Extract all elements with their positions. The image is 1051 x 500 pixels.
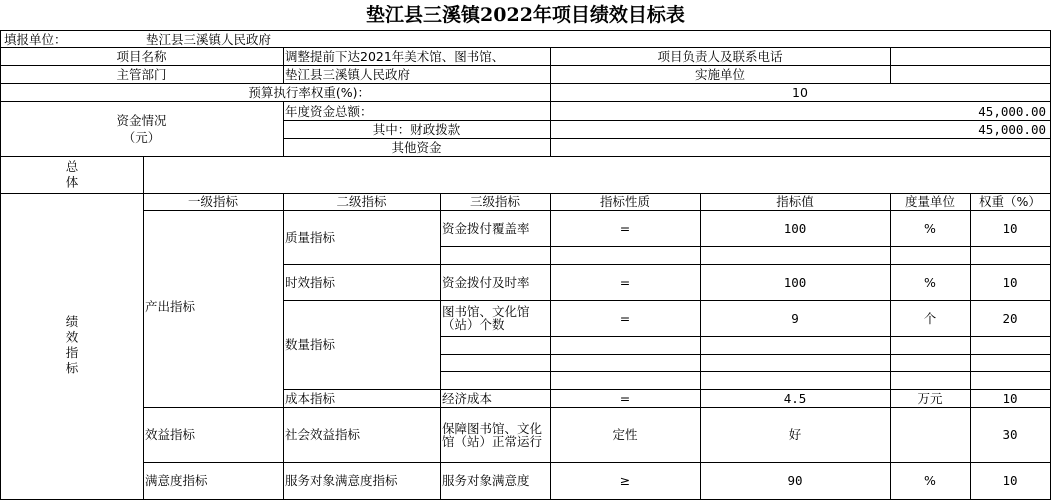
project-name-label: 项目名称 [116,49,167,64]
grid-line [283,47,284,84]
header-level1: 一级指标 [187,194,238,209]
cost-nature[interactable]: = [619,390,631,406]
grid-line [143,407,1051,408]
timeliness-weight[interactable]: 10 [1002,274,1018,290]
level2-social: 社会效益指标 [285,427,361,442]
overall-label [0,157,143,193]
funds-total-value[interactable]: 45,000.00 [978,103,1046,119]
quality-nature[interactable]: = [619,220,631,236]
cost-level3[interactable]: 经济成本 [442,390,493,406]
social-weight[interactable]: 30 [1002,427,1018,442]
grid-line [890,47,891,84]
header-weight: 权重（%） [979,194,1041,209]
service-weight[interactable]: 10 [1002,473,1018,488]
grid-line [440,193,441,500]
social-value[interactable]: 好 [788,427,802,442]
funds-label-line2: （元） [122,130,161,145]
header-level2: 二级指标 [336,194,387,209]
budget-weight-label: 预算执行率权重(%)： [248,84,370,100]
cost-value[interactable]: 4.5 [783,390,807,406]
grid-line [970,193,971,500]
funds-label-line1: 资金情况 [116,113,167,128]
funds-total-label: 年度资金总额： [285,103,373,119]
contact-label: 项目负责人及联系电话 [657,49,783,64]
grid-line [283,101,284,157]
level2-timeliness: 时效指标 [285,274,336,290]
title-cell[interactable] [0,0,1051,30]
timeliness-value[interactable]: 100 [783,274,807,290]
project-name-value[interactable]: 调整提前下达2021年美术馆、图书馆、 [285,49,505,64]
budget-weight-value[interactable]: 10 [792,84,808,100]
header-value: 指标值 [776,194,814,209]
quality-level3[interactable]: 资金拨付覆盖率 [442,220,530,236]
grid-line [0,193,1051,194]
grid-line [143,210,1051,211]
quantity-nature[interactable]: = [619,310,631,326]
service-value[interactable]: 90 [787,473,803,488]
level2-service: 服务对象满意度指标 [285,473,398,488]
grid-line [890,193,891,500]
social-nature[interactable]: 定性 [612,427,638,442]
level2-quality: 质量指标 [285,229,336,245]
grid-line [440,336,1051,337]
page-title: 垫江县三溪镇2022年项目绩效目标表 [366,4,685,26]
perf-label-text: 绩效指标 [64,315,79,377]
grid-line [0,30,1051,31]
header-level3: 三级指标 [469,194,520,209]
quantity-level3[interactable]: 图书馆、文化馆（站）个数 [442,304,530,332]
quality-unit[interactable]: % [924,220,936,236]
grid-line [283,264,1051,265]
funds-other-value[interactable] [550,138,1050,156]
service-nature[interactable]: ≥ [619,473,631,488]
quality-value[interactable]: 100 [783,220,807,236]
level1-satisfaction: 满意度指标 [145,473,208,488]
grid-line [283,300,1051,301]
grid-line [0,65,1051,66]
impl-label: 实施单位 [694,66,745,82]
grid-line [440,371,1051,372]
level1-output: 产出指标 [145,299,196,314]
grid-line [550,101,551,157]
header-nature: 指标性质 [599,194,650,209]
social-level3[interactable]: 保障图书馆、文化馆（站）正常运行 [442,420,543,449]
dept-value[interactable]: 垫江县三溪镇人民政府 [285,66,411,82]
grid-line [283,120,1051,121]
grid-line [143,156,144,500]
cost-weight[interactable]: 10 [1002,390,1018,406]
quantity-unit[interactable]: 个 [923,310,937,326]
dept-label: 主管部门 [116,66,167,82]
grid-line [440,246,1051,247]
filler-label: 填报单位： [4,31,67,47]
header-unit: 度量单位 [904,194,955,209]
funds-label [0,102,283,156]
funds-fiscal-value[interactable]: 45,000.00 [978,121,1046,137]
impl-value[interactable] [890,65,1050,83]
grid-line [550,193,551,500]
timeliness-level3[interactable]: 资金拨付及时率 [442,274,530,290]
level2-quantity: 数量指标 [285,337,336,352]
grid-line [283,193,284,500]
perf-label [0,193,143,499]
cost-unit[interactable]: 万元 [917,390,943,406]
grid-line [0,156,1051,157]
social-unit[interactable] [890,407,970,462]
grid-line [700,193,701,500]
service-unit[interactable]: % [924,473,936,488]
grid-line [0,83,1051,84]
overall-label-text: 总体 [64,159,79,191]
service-level3[interactable]: 服务对象满意度 [442,473,530,488]
overall-value[interactable] [143,157,1050,193]
grid-line [550,47,551,84]
level2-cost: 成本指标 [285,390,336,406]
quality-weight[interactable]: 10 [1002,220,1018,236]
grid-line [283,389,1051,390]
grid-line [440,354,1051,355]
contact-value[interactable] [890,48,1050,65]
filler-value[interactable]: 垫江县三溪镇人民政府 [146,31,272,47]
funds-fiscal-label: 其中：财政拨款 [372,121,461,137]
timeliness-nature[interactable]: = [619,274,631,290]
grid-line [0,47,1051,48]
timeliness-unit[interactable]: % [924,274,936,290]
grid-line [0,30,1,500]
funds-other-label: 其他资金 [391,139,442,155]
quantity-weight[interactable]: 20 [1002,310,1018,326]
grid-line [0,101,1051,102]
quantity-value[interactable]: 9 [791,310,799,326]
grid-line [283,138,1051,139]
level1-benefit: 效益指标 [145,427,196,442]
grid-line [550,83,551,102]
grid-line [143,462,1051,463]
